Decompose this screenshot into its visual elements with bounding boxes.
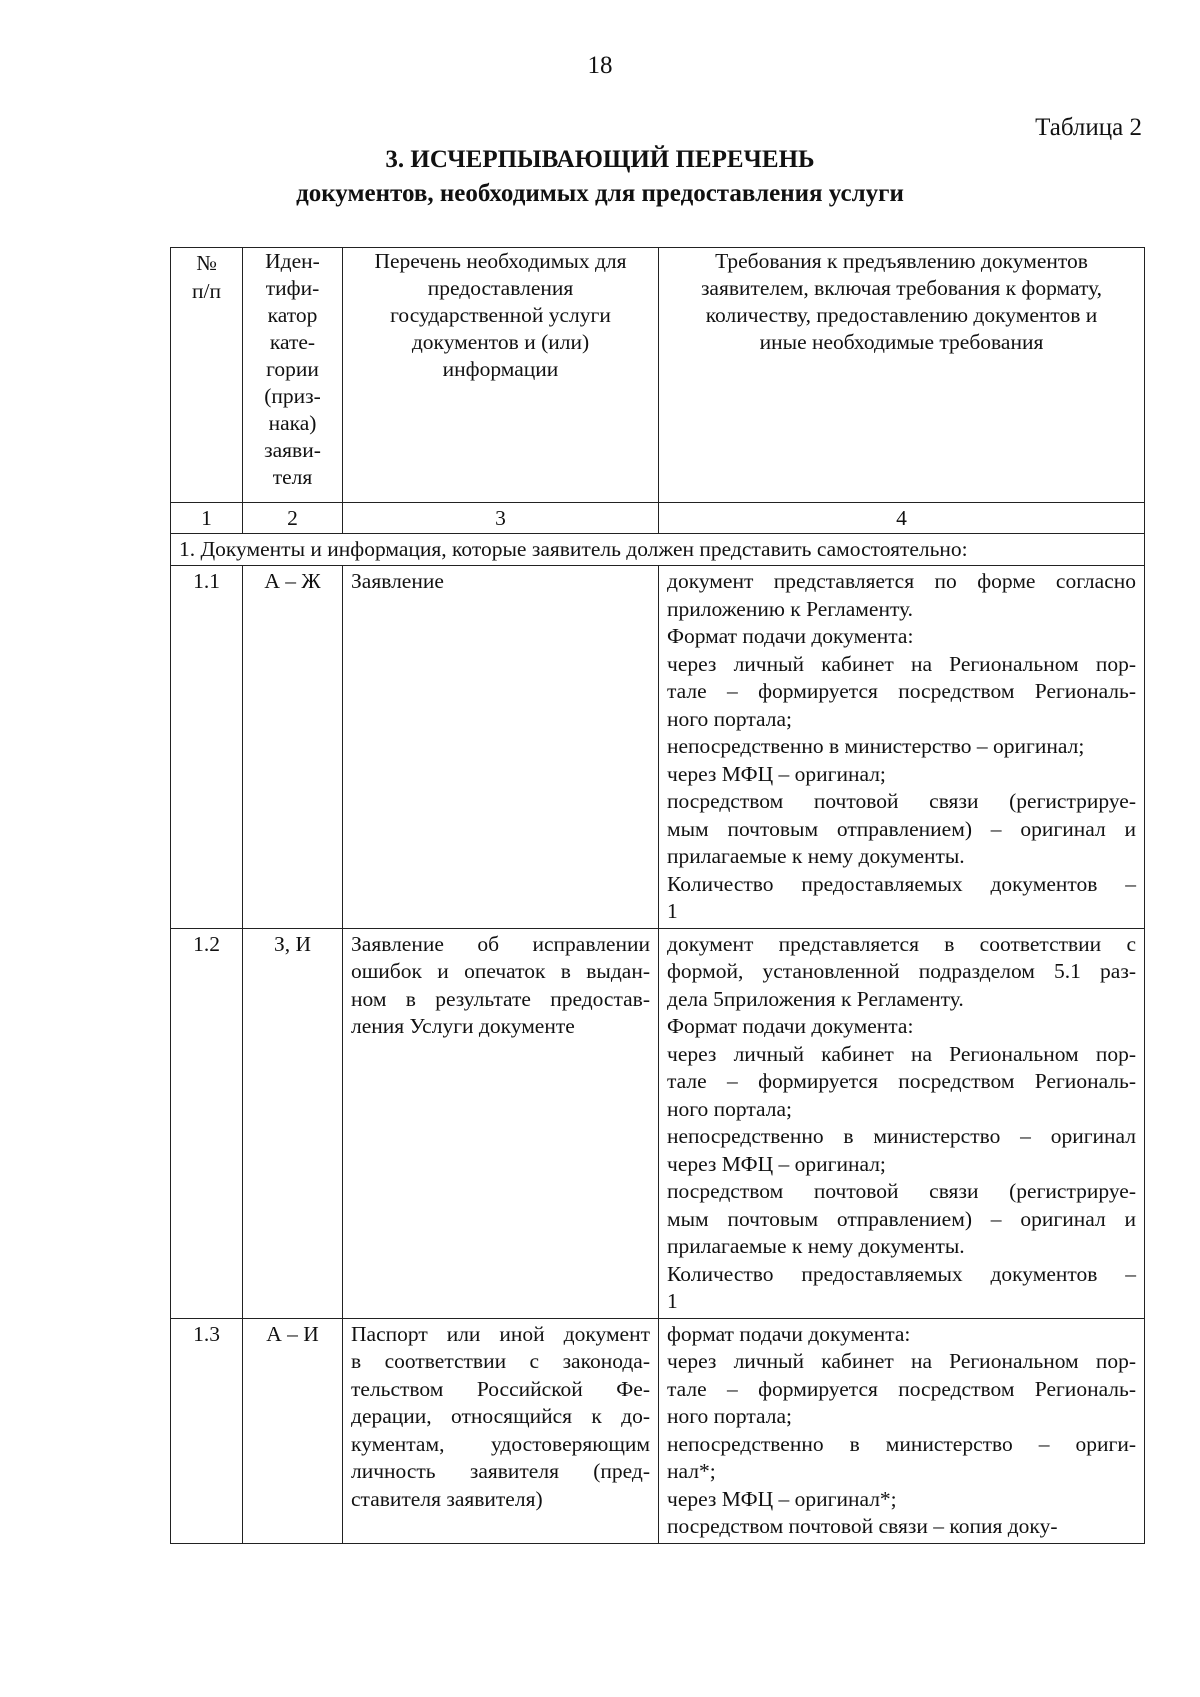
text-line: посредством почтовой связи – копия доку-	[667, 1514, 1058, 1538]
text-line: ном в результате предостав-	[351, 986, 650, 1011]
text-line: ного портала;	[667, 706, 793, 731]
text-line: прилагаемые к нему документы.	[667, 844, 965, 868]
text-line: тале – формируется посредством Региональ-	[667, 1069, 1136, 1093]
text-line: заявителем, включая требования к формату,	[700, 276, 1103, 300]
header-requirements	[659, 248, 1145, 503]
text-line: приложению к Регламенту.	[667, 596, 914, 621]
text-line: кументам, удостоверяющим	[351, 1431, 650, 1456]
text-line: катор	[267, 303, 318, 327]
table-row	[171, 1318, 1145, 1543]
text-line: тельством Российской Фе-	[351, 1376, 650, 1401]
text-line: посредством почтовой связи (регистрируе-	[667, 789, 1136, 813]
table-label: Таблица 2	[1035, 114, 1142, 141]
text-line: непосредственно в министерство – ориги-	[667, 1431, 1136, 1456]
document-title: 3. ИСЧЕРПЫВАЮЩИЙ ПЕРЕЧЕНЬ	[385, 146, 815, 173]
text-line: документ представляется по форме согласно	[667, 569, 1136, 593]
table-row	[171, 928, 1145, 1318]
text-line: через МФЦ – оригинал;	[667, 1151, 886, 1176]
row-number: 1.2	[171, 928, 243, 1318]
text-line: через личный кабинет на Региональном пор-	[667, 1041, 1136, 1066]
text-line: документ представляется в соответствии с	[667, 931, 1136, 956]
text-line: документов и (или)	[411, 330, 590, 354]
text-line: непосредственно в министерство – оригинал;	[667, 734, 1085, 758]
text-line: Требования к предъявлению документов	[715, 249, 1088, 273]
header-document-list	[343, 248, 659, 503]
document-subtitle: документов, необходимых для предоставления услуги	[296, 180, 904, 207]
text-line: иные необходимые требования	[759, 330, 1044, 354]
row-document	[343, 928, 659, 1318]
text-line: Формат подачи документа:	[667, 1014, 914, 1038]
text-line: мым почтовым отправлением) – оригинал и	[667, 816, 1136, 841]
text-line: Иден-	[265, 249, 320, 273]
text-line: Заявление об исправлении	[351, 931, 650, 956]
text-line: Заявление	[351, 569, 444, 593]
column-number-1: 1	[171, 503, 243, 534]
section-row	[171, 534, 1145, 566]
text-line: Паспорт или иной документ	[351, 1321, 650, 1346]
text-line: прилагаемые к нему документы.	[667, 1234, 965, 1258]
text-line: (приз-	[264, 384, 321, 408]
text-line: мым почтовым отправлением) – оригинал и	[667, 1206, 1136, 1231]
text-line: Формат подачи документа:	[667, 624, 914, 648]
text-line: гории	[266, 357, 319, 381]
text-line: №	[196, 251, 217, 275]
text-line: ления Услуги документе	[351, 1014, 575, 1038]
text-line: личность заявителя (пред-	[351, 1459, 650, 1483]
text-line: через личный кабинет на Региональном пор-	[667, 1349, 1136, 1373]
section-title: 1. Документы и информация, которые заявитель должен представить самостоятельно:	[171, 534, 1145, 566]
text-line: формой, установленной подразделом 5.1 раз-	[667, 959, 1136, 983]
row-document	[343, 566, 659, 929]
text-line: 1	[667, 1289, 678, 1313]
text-line: формат подачи документа:	[667, 1321, 911, 1346]
row-category: З, И	[243, 928, 343, 1318]
table-header-row	[171, 248, 1145, 503]
header-number	[171, 248, 243, 503]
text-line: ошибок и опечаток в выдан-	[351, 959, 650, 983]
text-line: в соответствии с законода-	[351, 1349, 650, 1373]
row-requirements	[659, 1318, 1145, 1543]
text-line: дерации, относящийся к до-	[351, 1404, 650, 1428]
text-line: через личный кабинет на Региональном пор-	[667, 651, 1136, 676]
row-requirements	[659, 566, 1145, 929]
text-line: через МФЦ – оригинал*;	[667, 1486, 897, 1511]
row-category: А – Ж	[243, 566, 343, 929]
text-line: тале – формируется посредством Региональ-	[667, 1376, 1136, 1401]
text-line: дела 5приложения к Регламенту.	[667, 986, 964, 1011]
text-line: нал*;	[667, 1459, 716, 1483]
documents-table	[170, 247, 1145, 1544]
text-line: Количество предоставляемых документов –	[667, 1261, 1136, 1286]
row-document	[343, 1318, 659, 1543]
text-line: ного портала;	[667, 1404, 793, 1428]
page-number: 18	[587, 52, 613, 79]
table-row	[171, 566, 1145, 929]
column-number-4: 4	[659, 503, 1145, 534]
text-line: через МФЦ – оригинал;	[667, 761, 886, 786]
text-line: государственной услуги	[390, 303, 611, 327]
text-line: предоставления	[427, 276, 574, 300]
text-line: теля	[272, 465, 313, 489]
row-number: 1.1	[171, 566, 243, 929]
text-line: количеству, предоставлению документов и	[705, 303, 1098, 327]
row-number: 1.3	[171, 1318, 243, 1543]
text-line: 1	[667, 899, 678, 923]
text-line: непосредственно в министерство – оригинал	[667, 1124, 1136, 1148]
text-line: Количество предоставляемых документов –	[667, 871, 1136, 896]
text-line: информации	[442, 357, 559, 381]
column-number-2: 2	[243, 503, 343, 534]
row-category: А – И	[243, 1318, 343, 1543]
row-requirements	[659, 928, 1145, 1318]
text-line: тифи-	[265, 276, 320, 300]
text-line: посредством почтовой связи (регистрируе-	[667, 1179, 1136, 1203]
text-line: ставителя заявителя)	[351, 1486, 543, 1511]
column-number-3: 3	[343, 503, 659, 534]
text-line: заяви-	[264, 438, 321, 462]
text-line: нака)	[268, 411, 317, 435]
text-line: Перечень необходимых для	[374, 249, 627, 273]
header-category-identifier	[243, 248, 343, 503]
text-line: п/п	[192, 278, 221, 303]
text-line: кате-	[269, 330, 316, 354]
text-line: ного портала;	[667, 1096, 793, 1121]
column-numbers-row	[171, 503, 1145, 534]
text-line: тале – формируется посредством Региональ-	[667, 679, 1136, 703]
